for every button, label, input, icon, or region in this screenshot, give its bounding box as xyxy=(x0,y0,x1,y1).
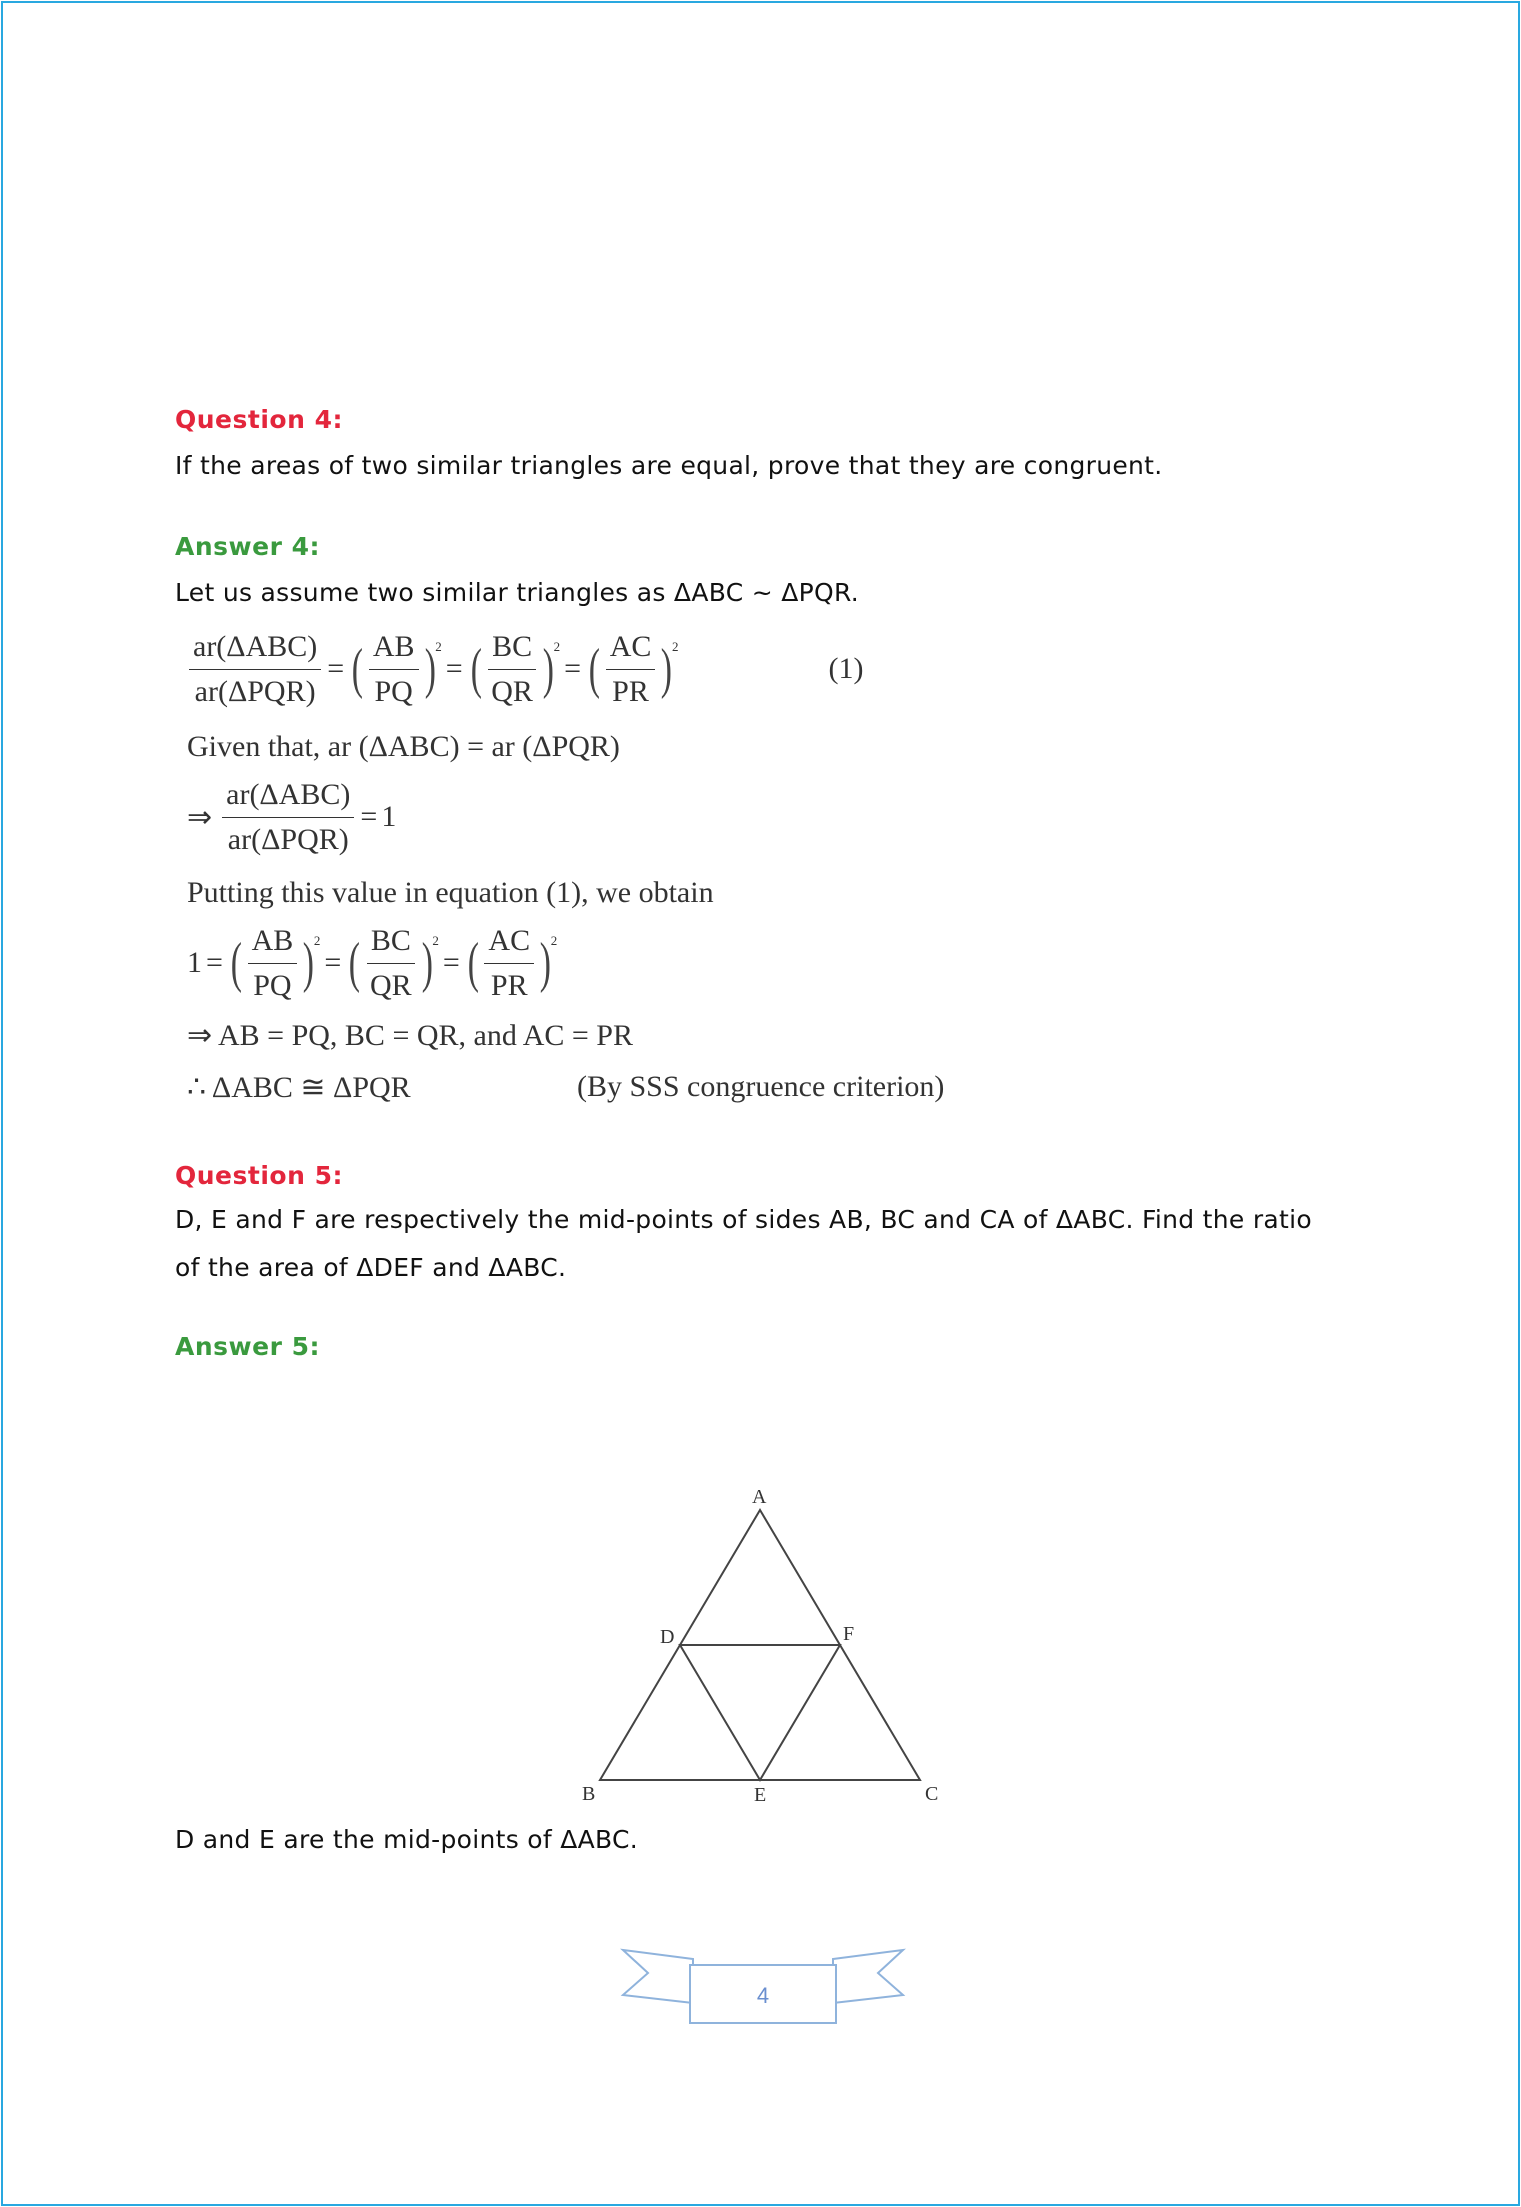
label-f: F xyxy=(843,1623,855,1645)
denominator-pq: PQ xyxy=(374,674,413,708)
label-d: D xyxy=(660,1626,675,1648)
putting-line: Putting this value in equation (1), we obtain xyxy=(187,876,714,909)
numerator-ar-abc: ar(ΔABC) xyxy=(189,627,321,670)
value-one: 1 xyxy=(187,946,202,979)
numerator-bc: BC xyxy=(488,627,536,670)
ratio-ac-pr-2 xyxy=(484,921,534,1006)
conclusion-line xyxy=(187,1061,1355,1113)
answer-4-intro: Let us assume two similar triangles as ΔABC ~ ΔPQR. xyxy=(175,578,860,607)
question-4-text: If the areas of two similar triangles are equal, prove that they are congruent. xyxy=(175,451,1163,480)
label-b: B xyxy=(582,1783,596,1805)
implies-symbol: ⇒ xyxy=(187,800,213,834)
conclusion-text: ∴ ΔABC ≅ ΔPQR xyxy=(187,1070,411,1104)
denominator-pr: PR xyxy=(490,968,528,1002)
exponent: 2 xyxy=(672,639,679,654)
denominator-qr: QR xyxy=(370,968,412,1002)
denominator-ar-pqr: ar(ΔPQR) xyxy=(227,822,349,856)
denominator-qr: QR xyxy=(491,674,533,708)
exponent: 2 xyxy=(432,933,439,948)
implies-ratio-one: ⇒ $\frac{\text{ar(ΔABC)}}{\text{ar(ΔPQR)}}$ = 1 xyxy=(187,771,1355,863)
exponent: 2 xyxy=(550,933,558,948)
answer-5-midpoints-text: D and E are the mid-points of ΔABC. xyxy=(175,1825,639,1854)
equation-1: $\frac{\text{ar(ΔABC)}}{\text{ar(ΔPQR)}}$ = ( $\frac{AB}{PQ}$ ) 2 = ( $\frac{BC}{QR}$ ) 2 = ( $\frac{AC}{PR}$ ) 2 (1) xyxy=(187,621,1355,717)
ratio-bc-qr-2 xyxy=(366,921,416,1006)
equation-label: (1) xyxy=(828,652,864,685)
value-one: 1 xyxy=(381,800,397,833)
denominator-pr: PR xyxy=(612,674,649,708)
question-5-heading: Question 5: xyxy=(175,1161,343,1190)
page-number: 4 xyxy=(756,1983,770,2008)
exponent: 2 xyxy=(553,639,561,654)
exponent: 2 xyxy=(435,639,442,654)
numerator-ab: AB xyxy=(369,627,419,670)
answer-4-heading: Answer 4: xyxy=(175,532,321,561)
ratio-ac-pr xyxy=(606,627,656,712)
question-5-line-1: D, E and F are respectively the mid-points of sides AB, BC and CA of ΔABC. Find the ratio xyxy=(175,1205,1312,1234)
label-e: E xyxy=(754,1784,767,1806)
numerator-ar-abc: ar(ΔABC) xyxy=(222,775,354,818)
answer-5-heading: Answer 5: xyxy=(175,1332,321,1361)
given-line: Given that, ar (ΔABC) = ar (ΔPQR) xyxy=(187,730,620,763)
triangle-def xyxy=(680,1645,840,1780)
ratio-ab-pq xyxy=(369,627,419,712)
reason-text: (By SSS congruence criterion) xyxy=(577,1070,945,1103)
equation-ratios-one: 1 = ( $\frac{AB}{PQ}$ ) 2 = ( $\frac{BC}{QR}$ ) 2 = ( $\frac{AC}{PR}$ ) 2 xyxy=(187,917,1355,1009)
sides-equal-line: ⇒ AB = PQ, BC = QR, and AC = PR xyxy=(187,1018,633,1052)
numerator-ab: AB xyxy=(248,921,298,964)
question-5-line-2: of the area of ΔDEF and ΔABC. xyxy=(175,1253,567,1282)
ratio-bc-qr xyxy=(487,627,537,712)
denominator-pq: PQ xyxy=(253,968,292,1002)
question-4-heading: Question 4: xyxy=(175,405,343,434)
numerator-bc: BC xyxy=(367,921,415,964)
numerator-ac: AC xyxy=(606,627,656,670)
label-a: A xyxy=(752,1486,767,1508)
ratio-ab-pq-2 xyxy=(248,921,298,1006)
label-c: C xyxy=(925,1783,939,1805)
triangle-figure xyxy=(560,1475,960,1815)
page-number-ribbon xyxy=(618,1945,908,2027)
document-content xyxy=(175,405,1355,1361)
exponent: 2 xyxy=(313,933,321,948)
ratio-of-areas-2 xyxy=(222,775,354,860)
ratio-of-areas xyxy=(189,627,321,712)
numerator-ac: AC xyxy=(484,921,534,964)
denominator-ar-pqr: ar(ΔPQR) xyxy=(194,674,316,708)
